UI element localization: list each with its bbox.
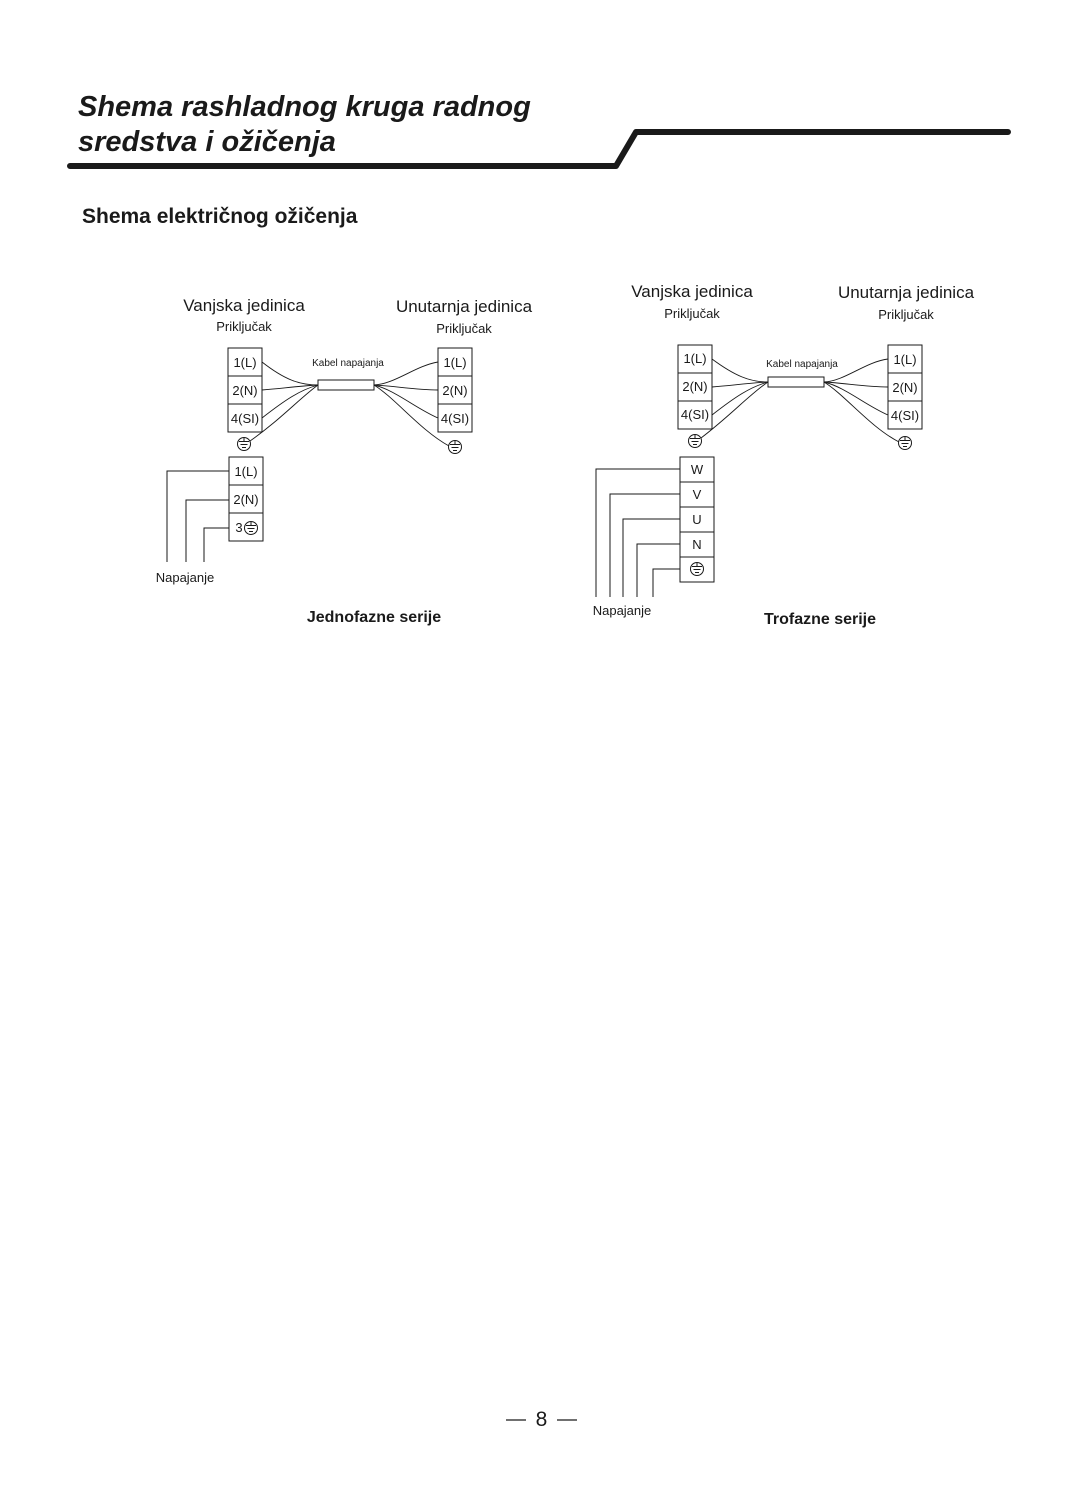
sp-indoor-sub: Priključak xyxy=(436,321,492,336)
tp-outdoor-sub: Priključak xyxy=(664,306,720,321)
sp-outdoor-ground-icon xyxy=(238,438,251,451)
tp-indoor-terminal: 2(N) xyxy=(892,380,918,395)
sp-supply-label: Napajanje xyxy=(155,570,215,585)
tp-outdoor-terminal: 2(N) xyxy=(682,379,708,394)
single-phase-diagram xyxy=(156,296,533,626)
tp-indoor-terminal-block xyxy=(888,345,922,429)
sp-caption: Jednofazne serije xyxy=(306,609,442,626)
tp-outdoor-terminal-block xyxy=(678,345,712,429)
tp-indoor-terminal: 1(L) xyxy=(893,352,917,367)
wiring-diagrams xyxy=(0,0,1083,700)
sp-outdoor-sub: Priključak xyxy=(216,319,272,334)
sp-cable-wires xyxy=(250,362,449,446)
page-number xyxy=(0,1408,1083,1432)
tp-outdoor-terminal: 4(SI) xyxy=(680,407,710,422)
tp-supply-terminal-block xyxy=(680,457,714,582)
sp-outdoor-label: Vanjska jedinica xyxy=(183,296,305,315)
sp-supply-terminal: 2(N) xyxy=(233,492,259,507)
tp-cable-label: Kabel napajanja xyxy=(766,359,838,370)
tp-supply-label: Napajanje xyxy=(592,603,652,618)
dash-left-icon xyxy=(506,1415,530,1425)
tp-indoor-label: Unutarnja jedinica xyxy=(837,283,975,302)
tp-supply-terminal: W xyxy=(690,462,704,477)
tp-supply-ground-icon xyxy=(691,563,704,576)
dash-right-icon xyxy=(553,1415,577,1425)
three-phase-diagram xyxy=(593,282,975,628)
sp-supply-ground-icon xyxy=(245,522,258,535)
sp-indoor-terminal: 1(L) xyxy=(443,355,467,370)
tp-indoor-sub: Priključak xyxy=(878,307,934,322)
tp-indoor-ground-icon xyxy=(899,437,912,450)
tp-cable-wires xyxy=(701,359,899,442)
page-title-line-2: sredstva i ožičenja xyxy=(78,126,336,158)
tp-supply-terminal: U xyxy=(692,512,702,527)
sp-power-cable xyxy=(318,380,374,390)
sp-indoor-terminal-block xyxy=(438,348,472,432)
sp-supply-terminal: 3 xyxy=(235,520,243,535)
sp-supply-wires xyxy=(167,471,229,562)
sp-supply-terminal: 1(L) xyxy=(234,464,258,479)
tp-indoor-terminal: 4(SI) xyxy=(890,408,920,423)
sp-indoor-terminal: 2(N) xyxy=(442,383,468,398)
sp-indoor-terminal: 4(SI) xyxy=(440,411,470,426)
tp-outdoor-ground-icon xyxy=(689,435,702,448)
sp-outdoor-terminal: 1(L) xyxy=(233,355,257,370)
tp-supply-terminal: V xyxy=(692,487,702,502)
page-number-value: 8 xyxy=(535,1408,548,1431)
tp-supply-wires xyxy=(596,469,680,597)
tp-power-cable xyxy=(768,377,824,387)
section-title: Shema električnog ožičenja xyxy=(82,205,358,228)
sp-outdoor-terminal: 4(SI) xyxy=(230,411,260,426)
sp-supply-terminal-block xyxy=(229,457,263,541)
page-title-line-1: Shema rashladnog kruga radnog xyxy=(78,91,531,123)
tp-outdoor-terminal: 1(L) xyxy=(683,351,707,366)
tp-outdoor-label: Vanjska jedinica xyxy=(631,282,753,301)
sp-indoor-ground-icon xyxy=(449,441,462,454)
sp-cable-label: Kabel napajanja xyxy=(312,358,384,369)
sp-outdoor-terminal: 2(N) xyxy=(232,383,258,398)
sp-indoor-label: Unutarnja jedinica xyxy=(395,297,533,316)
tp-caption: Trofazne serije xyxy=(763,611,877,628)
tp-supply-terminal: N xyxy=(692,537,702,552)
sp-outdoor-terminal-block xyxy=(228,348,262,432)
